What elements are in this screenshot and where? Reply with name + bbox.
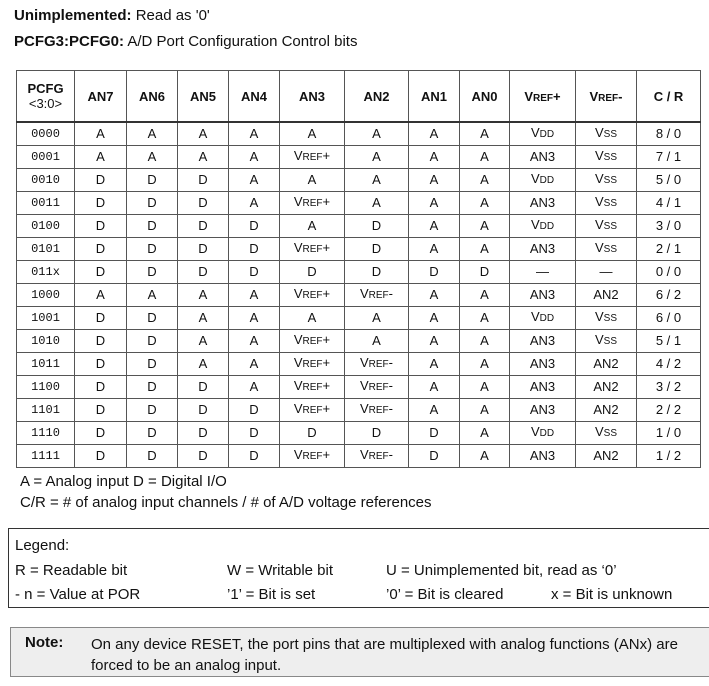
- table-cell: AN2: [576, 352, 637, 375]
- table-cell: VREF+: [280, 444, 345, 467]
- table-cell: A: [460, 169, 510, 192]
- note-text: [91, 634, 678, 676]
- table-cell: VDD: [510, 215, 576, 238]
- note-label: Note:: [25, 634, 64, 651]
- table-cell: D: [178, 398, 229, 421]
- table-cell: 4 / 1: [637, 192, 701, 215]
- table-cell: VREF-: [345, 352, 409, 375]
- table-cell: A: [229, 146, 280, 169]
- pcfg-code-cell: 0101: [17, 238, 75, 261]
- note-box: [10, 627, 709, 677]
- column-header: AN5: [178, 71, 229, 123]
- table-cell: A: [460, 444, 510, 467]
- note-line-1: On any device RESET, the port pins that are multiplexed with analog functions (ANx) are: [91, 636, 678, 653]
- table-cell: VSS: [576, 306, 637, 329]
- table-cell: D: [127, 329, 178, 352]
- table-cell: A: [229, 169, 280, 192]
- cr-footnote: C/R = # of analog input channels / # of A/D voltage references: [20, 494, 432, 511]
- pcfg-code-cell: 0010: [17, 169, 75, 192]
- pcfg-code-cell: 0011: [17, 192, 75, 215]
- table-cell: D: [75, 169, 127, 192]
- legend-writable: W = Writable bit: [227, 562, 334, 579]
- table-cell: D: [127, 169, 178, 192]
- table-cell: VREF-: [345, 283, 409, 306]
- table-cell: A: [229, 375, 280, 398]
- legend-por: - n = Value at POR: [15, 586, 141, 603]
- table-cell: A: [75, 122, 127, 146]
- table-cell: A: [280, 215, 345, 238]
- table-cell: AN3: [510, 352, 576, 375]
- table-cell: —: [510, 261, 576, 284]
- table-row: [17, 283, 701, 306]
- table-cell: VREF+: [280, 398, 345, 421]
- pcfg-code-cell: 0000: [17, 122, 75, 146]
- table-cell: A: [127, 283, 178, 306]
- table-cell: D: [75, 192, 127, 215]
- table-cell: 8 / 0: [637, 122, 701, 146]
- table-cell: D: [75, 421, 127, 444]
- table-cell: A: [280, 122, 345, 146]
- pcfg-code-cell: 011x: [17, 261, 75, 284]
- table-cell: VSS: [576, 122, 637, 146]
- table-cell: A: [229, 192, 280, 215]
- table-cell: —: [576, 261, 637, 284]
- table-cell: 0 / 0: [637, 261, 701, 284]
- unimplemented-label: Unimplemented:: [14, 7, 132, 24]
- pcfg-code-cell: 1011: [17, 352, 75, 375]
- table-cell: A: [345, 192, 409, 215]
- table-row: [17, 169, 701, 192]
- pcfg-code-cell: 1101: [17, 398, 75, 421]
- table-cell: 7 / 1: [637, 146, 701, 169]
- table-cell: 2 / 1: [637, 238, 701, 261]
- table-cell: VDD: [510, 169, 576, 192]
- table-cell: A: [345, 306, 409, 329]
- table-cell: D: [178, 261, 229, 284]
- pcfg-text: A/D Port Configuration Control bits: [127, 33, 358, 50]
- table-cell: A: [409, 352, 460, 375]
- table-cell: VSS: [576, 169, 637, 192]
- legend-unknown: x = Bit is unknown: [551, 586, 673, 603]
- table-cell: D: [127, 352, 178, 375]
- table-body: [17, 122, 701, 467]
- table-cell: VREF-: [345, 444, 409, 467]
- table-cell: D: [127, 215, 178, 238]
- table-cell: A: [409, 146, 460, 169]
- table-cell: 5 / 1: [637, 329, 701, 352]
- table-cell: D: [75, 329, 127, 352]
- table-cell: A: [409, 238, 460, 261]
- table-cell: D: [127, 261, 178, 284]
- pcfg-code-cell: 1111: [17, 444, 75, 467]
- table-cell: A: [229, 329, 280, 352]
- table-cell: D: [75, 352, 127, 375]
- table-cell: A: [460, 421, 510, 444]
- table-cell: AN3: [510, 375, 576, 398]
- table-cell: A: [178, 352, 229, 375]
- table-cell: AN2: [576, 398, 637, 421]
- table-cell: A: [460, 238, 510, 261]
- unimplemented-text: Read as '0': [135, 7, 210, 24]
- table-cell: D: [75, 444, 127, 467]
- table-cell: D: [75, 398, 127, 421]
- table-cell: A: [409, 283, 460, 306]
- table-cell: A: [460, 352, 510, 375]
- table-cell: AN3: [510, 238, 576, 261]
- column-header: AN2: [345, 71, 409, 123]
- table-cell: A: [409, 306, 460, 329]
- table-cell: VSS: [576, 329, 637, 352]
- pcfg-code-cell: 1110: [17, 421, 75, 444]
- legend-readable: R = Readable bit: [15, 562, 128, 579]
- table-cell: D: [409, 444, 460, 467]
- table-cell: VREF+: [280, 283, 345, 306]
- table-cell: A: [229, 283, 280, 306]
- table-cell: 2 / 2: [637, 398, 701, 421]
- table-cell: A: [460, 192, 510, 215]
- pcfg-line: [14, 33, 357, 50]
- table-row: [17, 444, 701, 467]
- table-cell: D: [280, 261, 345, 284]
- column-header: PCFG <3:0>: [17, 71, 75, 123]
- table-row: [17, 146, 701, 169]
- table-cell: VDD: [510, 421, 576, 444]
- table-cell: D: [75, 238, 127, 261]
- table-cell: D: [345, 261, 409, 284]
- table-cell: A: [127, 122, 178, 146]
- table-cell: A: [409, 122, 460, 146]
- column-header: AN0: [460, 71, 510, 123]
- table-cell: AN2: [576, 444, 637, 467]
- table-cell: A: [460, 329, 510, 352]
- table-cell: A: [409, 375, 460, 398]
- table-cell: VREF+: [280, 375, 345, 398]
- pcfg-code-cell: 0100: [17, 215, 75, 238]
- table-row: [17, 261, 701, 284]
- table-row: [17, 352, 701, 375]
- table-cell: A: [460, 375, 510, 398]
- unimplemented-line: [14, 7, 210, 24]
- table-cell: D: [127, 238, 178, 261]
- table-cell: A: [178, 146, 229, 169]
- pcfg-code-cell: 1001: [17, 306, 75, 329]
- table-cell: A: [409, 192, 460, 215]
- pcfg-code-cell: 1100: [17, 375, 75, 398]
- table-cell: VSS: [576, 146, 637, 169]
- table-cell: A: [409, 329, 460, 352]
- table-cell: VSS: [576, 238, 637, 261]
- column-header: VREF+: [510, 71, 576, 123]
- table-row: [17, 398, 701, 421]
- column-header: AN6: [127, 71, 178, 123]
- table-cell: A: [75, 283, 127, 306]
- table-cell: A: [460, 215, 510, 238]
- legend-title: Legend:: [15, 537, 70, 554]
- table-cell: D: [460, 261, 510, 284]
- abbrev-footnote: A = Analog input D = Digital I/O: [20, 473, 227, 490]
- table-cell: A: [280, 169, 345, 192]
- table-cell: VSS: [576, 421, 637, 444]
- table-cell: D: [75, 375, 127, 398]
- table-cell: A: [229, 352, 280, 375]
- table-row: [17, 306, 701, 329]
- table-row: [17, 238, 701, 261]
- table-cell: A: [409, 215, 460, 238]
- table-cell: VREF+: [280, 352, 345, 375]
- table-cell: D: [178, 375, 229, 398]
- table-cell: A: [178, 306, 229, 329]
- table-cell: AN3: [510, 192, 576, 215]
- table-cell: D: [345, 238, 409, 261]
- table-cell: D: [178, 192, 229, 215]
- table-cell: 1 / 0: [637, 421, 701, 444]
- pcfg-code-cell: 0001: [17, 146, 75, 169]
- table-cell: D: [75, 306, 127, 329]
- table-cell: D: [127, 421, 178, 444]
- table-row: [17, 122, 701, 146]
- table-cell: D: [345, 421, 409, 444]
- table-cell: D: [178, 444, 229, 467]
- table-cell: D: [280, 421, 345, 444]
- table-cell: A: [460, 283, 510, 306]
- column-header: VREF-: [576, 71, 637, 123]
- pcfg-label: PCFG3:PCFG0:: [14, 33, 125, 50]
- table-header-row: [17, 71, 701, 123]
- table-cell: VREF+: [280, 329, 345, 352]
- legend-unimplemented: U = Unimplemented bit, read as ‘0’: [386, 562, 617, 579]
- table-cell: A: [280, 306, 345, 329]
- table-row: [17, 215, 701, 238]
- table-cell: A: [460, 398, 510, 421]
- table-row: [17, 192, 701, 215]
- table-cell: AN3: [510, 146, 576, 169]
- table-cell: A: [460, 306, 510, 329]
- table-cell: D: [178, 421, 229, 444]
- table-row: [17, 375, 701, 398]
- column-header: AN4: [229, 71, 280, 123]
- table-cell: VREF+: [280, 192, 345, 215]
- table-cell: A: [345, 169, 409, 192]
- table-cell: A: [229, 306, 280, 329]
- table-cell: A: [460, 146, 510, 169]
- legend-cleared: ’0’ = Bit is cleared: [386, 586, 504, 603]
- table-cell: D: [409, 261, 460, 284]
- table-cell: D: [178, 169, 229, 192]
- pcfg-table: [16, 70, 701, 468]
- legend-box: [8, 528, 709, 608]
- pcfg-code-cell: 1000: [17, 283, 75, 306]
- table-cell: D: [127, 444, 178, 467]
- table-cell: A: [178, 329, 229, 352]
- table-cell: A: [178, 283, 229, 306]
- table-cell: 6 / 2: [637, 283, 701, 306]
- table-cell: 1 / 2: [637, 444, 701, 467]
- table-cell: A: [345, 146, 409, 169]
- table-cell: AN3: [510, 283, 576, 306]
- table-cell: D: [178, 215, 229, 238]
- table-cell: AN2: [576, 283, 637, 306]
- table-cell: 3 / 2: [637, 375, 701, 398]
- table-cell: AN3: [510, 329, 576, 352]
- table-cell: AN3: [510, 398, 576, 421]
- table-cell: 4 / 2: [637, 352, 701, 375]
- column-header: AN3: [280, 71, 345, 123]
- table-cell: D: [229, 215, 280, 238]
- table-cell: A: [178, 122, 229, 146]
- table-cell: 5 / 0: [637, 169, 701, 192]
- table-cell: D: [127, 306, 178, 329]
- table-cell: D: [127, 375, 178, 398]
- table-cell: VDD: [510, 122, 576, 146]
- legend-set: ’1’ = Bit is set: [227, 586, 316, 603]
- table-cell: A: [409, 398, 460, 421]
- column-header: AN7: [75, 71, 127, 123]
- table-cell: VREF+: [280, 146, 345, 169]
- table-cell: A: [460, 122, 510, 146]
- column-header: AN1: [409, 71, 460, 123]
- table-cell: AN3: [510, 444, 576, 467]
- table-cell: D: [178, 238, 229, 261]
- table-cell: VSS: [576, 215, 637, 238]
- table-cell: VREF+: [280, 238, 345, 261]
- table-cell: A: [345, 329, 409, 352]
- pcfg-code-cell: 1010: [17, 329, 75, 352]
- table-cell: D: [229, 421, 280, 444]
- table-cell: D: [127, 398, 178, 421]
- table-cell: D: [345, 215, 409, 238]
- table-cell: A: [345, 122, 409, 146]
- table-cell: D: [229, 261, 280, 284]
- table-cell: 3 / 0: [637, 215, 701, 238]
- table-cell: A: [127, 146, 178, 169]
- table-cell: AN2: [576, 375, 637, 398]
- table-cell: D: [229, 238, 280, 261]
- table-cell: 6 / 0: [637, 306, 701, 329]
- table-cell: D: [229, 444, 280, 467]
- table-cell: VDD: [510, 306, 576, 329]
- table-cell: A: [409, 169, 460, 192]
- table-cell: D: [127, 192, 178, 215]
- table-cell: D: [229, 398, 280, 421]
- table-row: [17, 421, 701, 444]
- column-header: C / R: [637, 71, 701, 123]
- table-cell: VREF-: [345, 398, 409, 421]
- table-cell: VREF-: [345, 375, 409, 398]
- note-line-2: forced to be an analog input.: [91, 657, 282, 674]
- table-cell: VSS: [576, 192, 637, 215]
- table-cell: A: [75, 146, 127, 169]
- table-cell: D: [75, 261, 127, 284]
- table-cell: D: [409, 421, 460, 444]
- table-cell: A: [229, 122, 280, 146]
- table-row: [17, 329, 701, 352]
- table-cell: D: [75, 215, 127, 238]
